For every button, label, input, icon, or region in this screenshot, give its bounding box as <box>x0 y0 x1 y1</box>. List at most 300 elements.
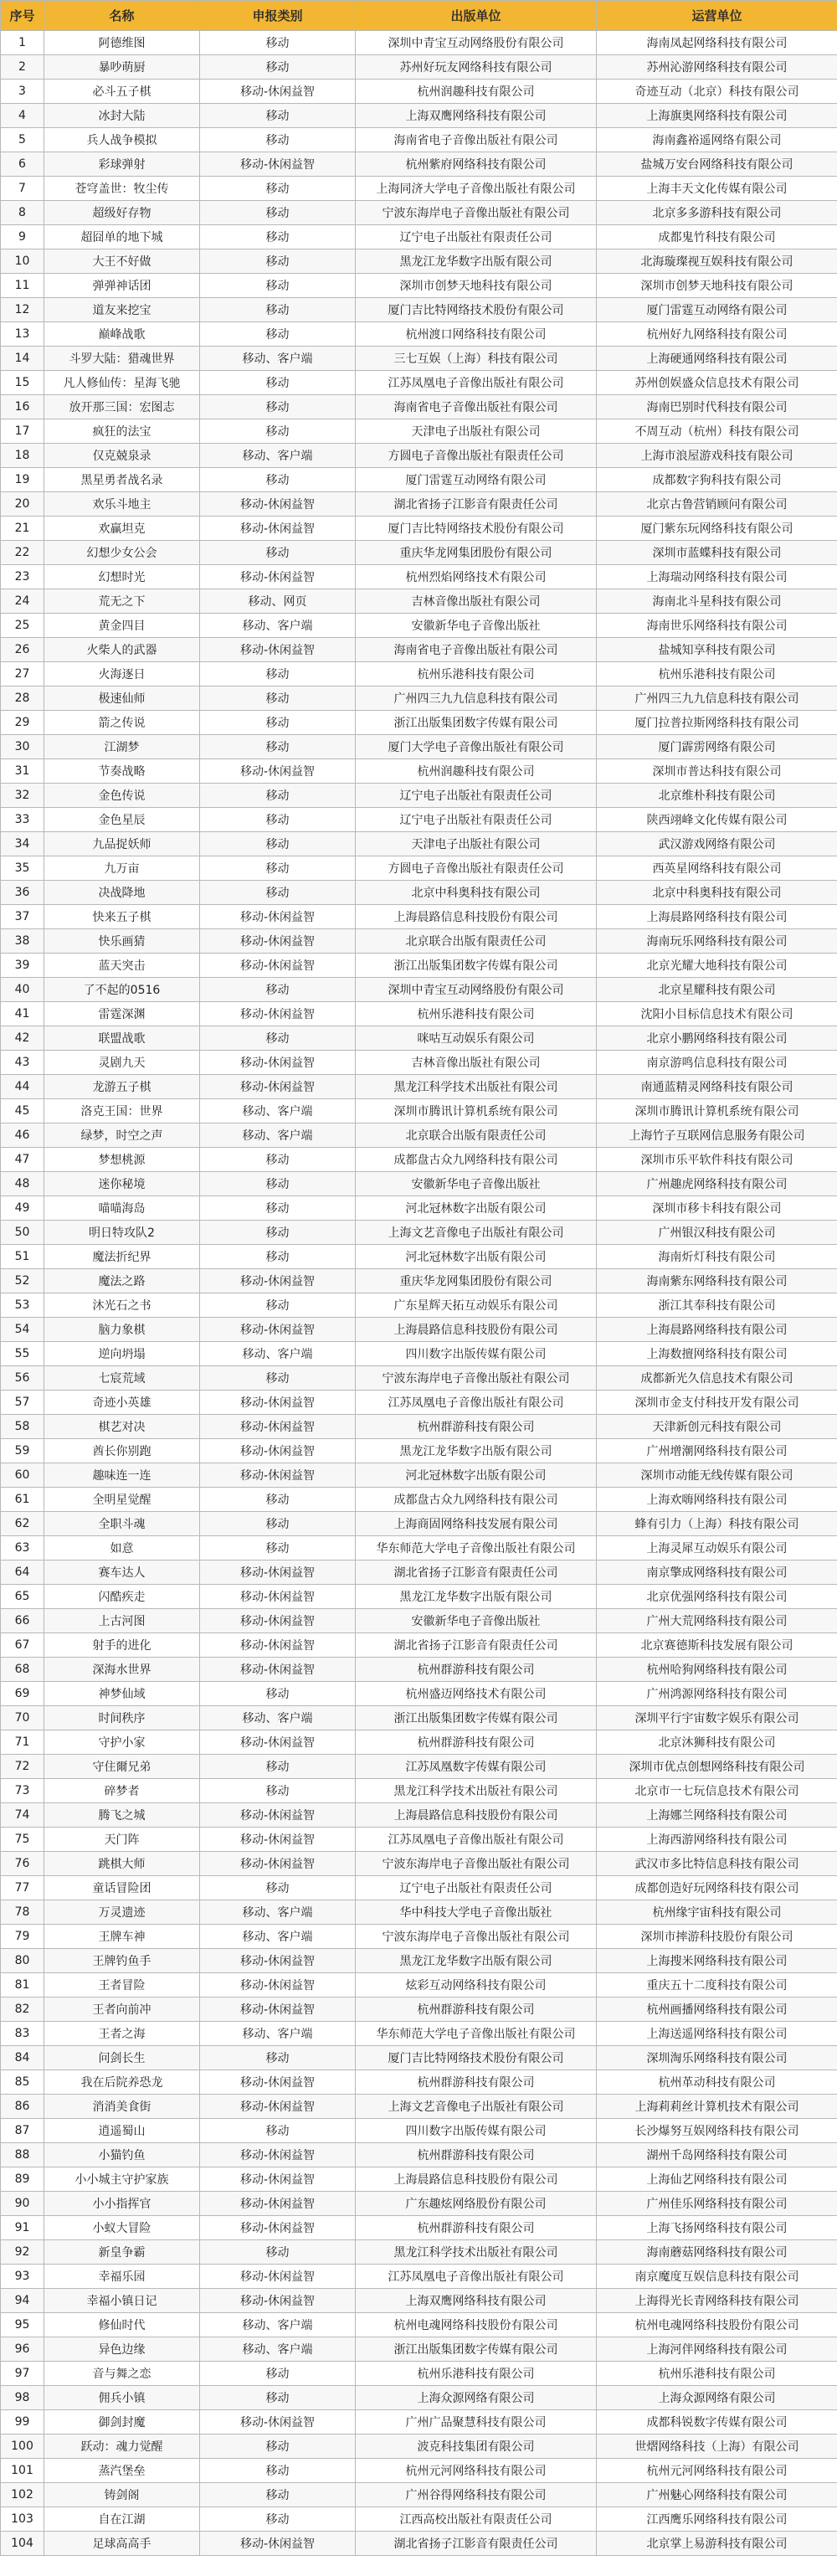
cell-index: 74 <box>1 1803 44 1828</box>
cell-publisher: 江苏凤凰电子音像出版社有限公司 <box>356 1828 597 1852</box>
cell-name: 喵喵海岛 <box>44 1196 200 1221</box>
table-row <box>1 1342 837 1366</box>
cell-type: 移动 <box>200 1026 356 1051</box>
cell-index: 9 <box>1 225 44 249</box>
cell-operator: 成都新光久信息技术有限公司 <box>597 1366 837 1391</box>
cell-publisher: 杭州电魂网络科技股份有限公司 <box>356 2313 597 2337</box>
table-row <box>1 1585 837 1609</box>
cell-publisher: 上海双鹰网络科技有限公司 <box>356 2289 597 2313</box>
cell-operator: 海南玩乐网络科技有限公司 <box>597 929 837 954</box>
cell-index: 88 <box>1 2143 44 2167</box>
table-row <box>1 1876 837 1900</box>
cell-index: 39 <box>1 954 44 978</box>
cell-type: 移动 <box>200 2459 356 2483</box>
table-row <box>1 1221 837 1245</box>
cell-index: 76 <box>1 1852 44 1876</box>
cell-operator: 北海璇璨视互娱科技有限公司 <box>597 249 837 274</box>
cell-publisher: 湖北省扬子江影音有限责任公司 <box>356 1561 597 1585</box>
cell-type: 移动 <box>200 784 356 808</box>
table-row <box>1 225 837 249</box>
cell-type: 移动 <box>200 1682 356 1706</box>
cell-index: 28 <box>1 686 44 711</box>
cell-index: 32 <box>1 784 44 808</box>
cell-index: 60 <box>1 1463 44 1488</box>
cell-operator: 广州增潮网络科技有限公司 <box>597 1439 837 1463</box>
cell-publisher: 三七互娱（上海）科技有限公司 <box>356 347 597 371</box>
cell-name: 佣兵小镇 <box>44 2386 200 2410</box>
cell-operator: 北京优强网络科技有限公司 <box>597 1585 837 1609</box>
table-row <box>1 1925 837 1949</box>
cell-operator: 西英星网络科技有限公司 <box>597 856 837 881</box>
cell-publisher: 黑龙江科学技术出版社有限公司 <box>356 2240 597 2265</box>
table-row <box>1 1852 837 1876</box>
cell-publisher: 杭州渡口网络科技有限公司 <box>356 322 597 347</box>
table-row <box>1 1682 837 1706</box>
cell-publisher: 上海双鹰网络科技有限公司 <box>356 104 597 128</box>
cell-type: 移动-休闲益智 <box>200 2410 356 2435</box>
cell-type: 移动 <box>200 881 356 905</box>
cell-operator: 北京掌上易游科技有限公司 <box>597 2532 837 2556</box>
cell-name: 凡人修仙传：星海飞驰 <box>44 371 200 395</box>
cell-publisher: 杭州烈焰网络技术有限公司 <box>356 565 597 589</box>
cell-name: 王牌钓鱼手 <box>44 1949 200 1973</box>
cell-name: 小蚁大冒险 <box>44 2216 200 2240</box>
cell-index: 26 <box>1 638 44 662</box>
cell-publisher: 苏州好玩友网络科技有限公司 <box>356 55 597 80</box>
cell-type: 移动 <box>200 1172 356 1196</box>
cell-type: 移动-休闲益智 <box>200 2265 356 2289</box>
cell-type: 移动 <box>200 2435 356 2459</box>
cell-index: 45 <box>1 1099 44 1123</box>
cell-name: 龙游五子棋 <box>44 1075 200 1099</box>
cell-index: 38 <box>1 929 44 954</box>
cell-type: 移动 <box>200 2386 356 2410</box>
cell-publisher: 咪咕互动娱乐有限公司 <box>356 1026 597 1051</box>
cell-name: 深海水世界 <box>44 1658 200 1682</box>
table-row <box>1 249 837 274</box>
cell-operator: 深圳市动能无线传媒有限公司 <box>597 1463 837 1488</box>
cell-name: 自在江湖 <box>44 2507 200 2532</box>
table-row <box>1 1269 837 1293</box>
cell-index: 94 <box>1 2289 44 2313</box>
cell-operator: 广州鸿源网络科技有限公司 <box>597 1682 837 1706</box>
header-publisher: 出版单位 <box>356 1 597 31</box>
cell-index: 68 <box>1 1658 44 1682</box>
cell-type: 移动-休闲益智 <box>200 565 356 589</box>
cell-name: 逍遥蜀山 <box>44 2119 200 2143</box>
table-row <box>1 1828 837 1852</box>
cell-publisher: 江苏凤凰数字传媒有限公司 <box>356 1755 597 1779</box>
cell-type: 移动 <box>200 1536 356 1561</box>
table-row <box>1 2386 837 2410</box>
cell-index: 80 <box>1 1949 44 1973</box>
table-row <box>1 978 837 1002</box>
cell-operator: 苏州创娱盛众信息技术有限公司 <box>597 371 837 395</box>
cell-name: 幻想时光 <box>44 565 200 589</box>
table-row <box>1 929 837 954</box>
cell-index: 69 <box>1 1682 44 1706</box>
cell-name: 巅峰战歌 <box>44 322 200 347</box>
table-row <box>1 347 837 371</box>
cell-publisher: 厦门吉比特网络技术股份有限公司 <box>356 2046 597 2070</box>
cell-index: 23 <box>1 565 44 589</box>
cell-name: 腾飞之城 <box>44 1803 200 1828</box>
cell-index: 102 <box>1 2483 44 2507</box>
cell-publisher: 华中科技大学电子音像出版社 <box>356 1900 597 1925</box>
cell-publisher: 上海众源网络有限公司 <box>356 2386 597 2410</box>
cell-index: 71 <box>1 1730 44 1755</box>
cell-index: 67 <box>1 1633 44 1658</box>
cell-index: 66 <box>1 1609 44 1633</box>
table-row <box>1 2022 837 2046</box>
cell-type: 移动-休闲益智 <box>200 1391 356 1415</box>
cell-index: 3 <box>1 80 44 104</box>
table-row <box>1 2337 837 2362</box>
cell-type: 移动 <box>200 541 356 565</box>
cell-publisher: 宁波东海岸电子音像出版社有限公司 <box>356 201 597 225</box>
cell-operator: 深圳市优点创想网络科技有限公司 <box>597 1755 837 1779</box>
cell-name: 灵剧九天 <box>44 1051 200 1075</box>
cell-operator: 深圳市摔游科技股份有限公司 <box>597 1925 837 1949</box>
table-row <box>1 2070 837 2095</box>
cell-name: 斗罗大陆：猎魂世界 <box>44 347 200 371</box>
cell-publisher: 深圳市创梦天地科技有限公司 <box>356 274 597 298</box>
cell-index: 27 <box>1 662 44 686</box>
cell-index: 58 <box>1 1415 44 1439</box>
cell-operator: 深圳市金支付科技开发有限公司 <box>597 1391 837 1415</box>
cell-type: 移动 <box>200 1512 356 1536</box>
cell-index: 75 <box>1 1828 44 1852</box>
cell-publisher: 辽宁电子出版社有限责任公司 <box>356 1876 597 1900</box>
cell-name: 七宸荒域 <box>44 1366 200 1391</box>
cell-type: 移动-休闲益智 <box>200 1609 356 1633</box>
cell-type: 移动 <box>200 856 356 881</box>
cell-index: 1 <box>1 31 44 55</box>
cell-index: 51 <box>1 1245 44 1269</box>
cell-type: 移动 <box>200 1148 356 1172</box>
cell-name: 脑力象棋 <box>44 1318 200 1342</box>
cell-name: 蒸汽堡垒 <box>44 2459 200 2483</box>
cell-operator: 广州银汉科技有限公司 <box>597 1221 837 1245</box>
cell-publisher: 河北冠林数字出版有限公司 <box>356 1196 597 1221</box>
cell-type: 移动 <box>200 468 356 492</box>
cell-name: 节奏战略 <box>44 759 200 784</box>
cell-publisher: 黑龙江龙华数字出版有限公司 <box>356 249 597 274</box>
cell-index: 43 <box>1 1051 44 1075</box>
cell-publisher: 河北冠林数字出版有限公司 <box>356 1245 597 1269</box>
cell-operator: 海南巴别时代科技有限公司 <box>597 395 837 419</box>
cell-publisher: 深圳中青宝互动网络股份有限公司 <box>356 31 597 55</box>
cell-type: 移动-休闲益智 <box>200 1803 356 1828</box>
cell-publisher: 浙江出版集团数字传媒有限公司 <box>356 2337 597 2362</box>
cell-operator: 广州魅心网络科技有限公司 <box>597 2483 837 2507</box>
cell-name: 道友来挖宝 <box>44 298 200 322</box>
cell-type: 移动-休闲益智 <box>200 954 356 978</box>
cell-type: 移动-休闲益智 <box>200 152 356 177</box>
cell-index: 87 <box>1 2119 44 2143</box>
cell-operator: 杭州电魂网络科技股份有限公司 <box>597 2313 837 2337</box>
cell-type: 移动-休闲益智 <box>200 929 356 954</box>
cell-index: 73 <box>1 1779 44 1803</box>
cell-type: 移动 <box>200 274 356 298</box>
cell-type: 移动、客户端 <box>200 444 356 468</box>
cell-publisher: 深圳中青宝互动网络股份有限公司 <box>356 978 597 1002</box>
table-row <box>1 2362 837 2386</box>
cell-operator: 沈阳小目标信息技术有限公司 <box>597 1002 837 1026</box>
cell-index: 78 <box>1 1900 44 1925</box>
cell-index: 41 <box>1 1002 44 1026</box>
cell-publisher: 杭州群游科技有限公司 <box>356 2070 597 2095</box>
cell-operator: 上海河伴网络科技有限公司 <box>597 2337 837 2362</box>
cell-operator: 海南蘑菇网络科技有限公司 <box>597 2240 837 2265</box>
cell-publisher: 海南省电子音像出版社有限公司 <box>356 128 597 152</box>
cell-type: 移动 <box>200 1221 356 1245</box>
table-row <box>1 395 837 419</box>
cell-publisher: 上海文艺音像电子出版社有限公司 <box>356 2095 597 2119</box>
table-row <box>1 468 837 492</box>
table-row <box>1 274 837 298</box>
table-row <box>1 2240 837 2265</box>
cell-type: 移动 <box>200 1196 356 1221</box>
cell-name: 冰封大陆 <box>44 104 200 128</box>
cell-publisher: 上海同济大学电子音像出版社有限公司 <box>356 177 597 201</box>
cell-publisher: 北京中科奥科技有限公司 <box>356 881 597 905</box>
cell-publisher: 杭州群游科技有限公司 <box>356 2143 597 2167</box>
cell-type: 移动、客户端 <box>200 2022 356 2046</box>
cell-operator: 上海晨路网络科技有限公司 <box>597 905 837 929</box>
cell-index: 4 <box>1 104 44 128</box>
header-type: 申报类别 <box>200 1 356 31</box>
cell-type: 移动 <box>200 1488 356 1512</box>
cell-type: 移动-休闲益智 <box>200 1852 356 1876</box>
cell-index: 35 <box>1 856 44 881</box>
cell-index: 46 <box>1 1123 44 1148</box>
cell-publisher: 吉林音像出版社有限公司 <box>356 589 597 614</box>
cell-operator: 北京光耀大地科技有限公司 <box>597 954 837 978</box>
cell-name: 黑星勇者战名录 <box>44 468 200 492</box>
cell-index: 14 <box>1 347 44 371</box>
cell-index: 93 <box>1 2265 44 2289</box>
cell-index: 13 <box>1 322 44 347</box>
cell-operator: 杭州革动科技有限公司 <box>597 2070 837 2095</box>
cell-operator: 杭州好九网络科技有限公司 <box>597 322 837 347</box>
cell-index: 72 <box>1 1755 44 1779</box>
cell-publisher: 上海晨路信息科技股份有限公司 <box>356 905 597 929</box>
cell-name: 蓝天突击 <box>44 954 200 978</box>
cell-operator: 深圳市普达科技有限公司 <box>597 759 837 784</box>
cell-name: 仅克兢泉录 <box>44 444 200 468</box>
cell-name: 全明星觉醒 <box>44 1488 200 1512</box>
cell-index: 15 <box>1 371 44 395</box>
table-row <box>1 1512 837 1536</box>
table-row <box>1 1536 837 1561</box>
table-row <box>1 128 837 152</box>
cell-index: 77 <box>1 1876 44 1900</box>
cell-index: 2 <box>1 55 44 80</box>
cell-type: 移动-休闲益智 <box>200 1051 356 1075</box>
cell-publisher: 重庆华龙网集团股份有限公司 <box>356 1269 597 1293</box>
cell-publisher: 辽宁电子出版社有限责任公司 <box>356 225 597 249</box>
cell-index: 40 <box>1 978 44 1002</box>
cell-operator: 上海得光长青网络科技有限公司 <box>597 2289 837 2313</box>
cell-name: 小小城主守护家族 <box>44 2167 200 2192</box>
table-row <box>1 832 837 856</box>
cell-type: 移动 <box>200 711 356 735</box>
cell-name: 九品捉妖师 <box>44 832 200 856</box>
cell-type: 移动、客户端 <box>200 2337 356 2362</box>
cell-name: 荒无之下 <box>44 589 200 614</box>
header-name: 名称 <box>44 1 200 31</box>
cell-publisher: 深圳市腾讯计算机系统有限公司 <box>356 1099 597 1123</box>
cell-name: 跃动：魂力觉醒 <box>44 2435 200 2459</box>
cell-publisher: 上海晨路信息科技股份有限公司 <box>356 2167 597 2192</box>
cell-name: 奇迹小英雄 <box>44 1391 200 1415</box>
table-row <box>1 1366 837 1391</box>
cell-operator: 蜂有引力（上海）科技有限公司 <box>597 1512 837 1536</box>
cell-index: 31 <box>1 759 44 784</box>
cell-name: 明日特攻队2 <box>44 1221 200 1245</box>
cell-type: 移动、客户端 <box>200 614 356 638</box>
table-row <box>1 298 837 322</box>
cell-type: 移动、网页 <box>200 589 356 614</box>
cell-publisher: 宁波东海岸电子音像出版社有限公司 <box>356 1925 597 1949</box>
table-row <box>1 662 837 686</box>
table-row <box>1 1949 837 1973</box>
cell-operator: 海南北斗星科技有限公司 <box>597 589 837 614</box>
table-row <box>1 1002 837 1026</box>
cell-index: 81 <box>1 1973 44 1998</box>
cell-publisher: 成都盘古众九网络科技有限公司 <box>356 1148 597 1172</box>
cell-name: 问剑长生 <box>44 2046 200 2070</box>
cell-operator: 北京中科奥科技有限公司 <box>597 881 837 905</box>
cell-index: 6 <box>1 152 44 177</box>
cell-index: 86 <box>1 2095 44 2119</box>
cell-type: 移动-休闲益智 <box>200 1463 356 1488</box>
cell-index: 82 <box>1 1998 44 2022</box>
table-row <box>1 1439 837 1463</box>
table-row <box>1 492 837 517</box>
table-row <box>1 1973 837 1998</box>
cell-type: 移动-休闲益智 <box>200 80 356 104</box>
cell-operator: 杭州乐港科技有限公司 <box>597 662 837 686</box>
cell-name: 天门阵 <box>44 1828 200 1852</box>
table-row <box>1 2483 837 2507</box>
cell-index: 59 <box>1 1439 44 1463</box>
cell-type: 移动 <box>200 1755 356 1779</box>
cell-operator: 上海搜米网络科技有限公司 <box>597 1949 837 1973</box>
cell-publisher: 海南省电子音像出版社有限公司 <box>356 395 597 419</box>
cell-type: 移动-休闲益智 <box>200 2532 356 2556</box>
cell-operator: 成都数字狗科技有限公司 <box>597 468 837 492</box>
cell-name: 异色边缘 <box>44 2337 200 2362</box>
table-row <box>1 711 837 735</box>
cell-publisher: 浙江出版集团数字传媒有限公司 <box>356 1706 597 1730</box>
cell-index: 53 <box>1 1293 44 1318</box>
table-row <box>1 177 837 201</box>
cell-type: 移动 <box>200 2507 356 2532</box>
cell-index: 50 <box>1 1221 44 1245</box>
table-row <box>1 444 837 468</box>
cell-operator: 上海灵犀互动娱乐有限公司 <box>597 1536 837 1561</box>
cell-publisher: 湖北省扬子江影音有限责任公司 <box>356 2532 597 2556</box>
cell-index: 96 <box>1 2337 44 2362</box>
cell-type: 移动-休闲益智 <box>200 517 356 541</box>
cell-type: 移动-休闲益智 <box>200 1585 356 1609</box>
cell-type: 移动-休闲益智 <box>200 1269 356 1293</box>
cell-name: 雷霆深渊 <box>44 1002 200 1026</box>
cell-publisher: 厦门雷霆互动网络有限公司 <box>356 468 597 492</box>
table-row <box>1 2507 837 2532</box>
cell-name: 欢乐斗地主 <box>44 492 200 517</box>
cell-publisher: 吉林音像出版社有限公司 <box>356 1051 597 1075</box>
table-row <box>1 2265 837 2289</box>
cell-operator: 上海晨路网络科技有限公司 <box>597 1318 837 1342</box>
cell-publisher: 上海商固网络科技发展有限公司 <box>356 1512 597 1536</box>
cell-operator: 杭州画播网络科技有限公司 <box>597 1998 837 2022</box>
table-row <box>1 1803 837 1828</box>
cell-operator: 南京魔度互娱信息科技有限公司 <box>597 2265 837 2289</box>
cell-type: 移动 <box>200 2483 356 2507</box>
cell-operator: 深圳市蓝蝶科技有限公司 <box>597 541 837 565</box>
table-row <box>1 759 837 784</box>
cell-publisher: 方圆电子音像出版社有限责任公司 <box>356 444 597 468</box>
cell-publisher: 杭州乐港科技有限公司 <box>356 1002 597 1026</box>
cell-publisher: 杭州润趣科技有限公司 <box>356 759 597 784</box>
cell-type: 移动、客户端 <box>200 1706 356 1730</box>
cell-publisher: 江苏凤凰电子音像出版社有限公司 <box>356 2265 597 2289</box>
cell-type: 移动、客户端 <box>200 1900 356 1925</box>
cell-name: 修仙时代 <box>44 2313 200 2337</box>
table-row <box>1 1245 837 1269</box>
cell-index: 54 <box>1 1318 44 1342</box>
cell-index: 11 <box>1 274 44 298</box>
cell-name: 消消美食街 <box>44 2095 200 2119</box>
cell-name: 如意 <box>44 1536 200 1561</box>
cell-type: 移动-休闲益智 <box>200 1658 356 1682</box>
cell-publisher: 辽宁电子出版社有限责任公司 <box>356 808 597 832</box>
cell-name: 全职斗魂 <box>44 1512 200 1536</box>
cell-name: 金色星辰 <box>44 808 200 832</box>
cell-type: 移动-休闲益智 <box>200 1828 356 1852</box>
cell-publisher: 宁波东海岸电子音像出版社有限公司 <box>356 1366 597 1391</box>
cell-index: 34 <box>1 832 44 856</box>
table-row <box>1 419 837 444</box>
table-row <box>1 2046 837 2070</box>
cell-name: 洛克王国：世界 <box>44 1099 200 1123</box>
cell-type: 移动-休闲益智 <box>200 1633 356 1658</box>
cell-index: 91 <box>1 2216 44 2240</box>
cell-operator: 不周互动（杭州）科技有限公司 <box>597 419 837 444</box>
cell-name: 射手的进化 <box>44 1633 200 1658</box>
cell-type: 移动-休闲益智 <box>200 1415 356 1439</box>
cell-index: 37 <box>1 905 44 929</box>
cell-publisher: 杭州乐港科技有限公司 <box>356 2362 597 2386</box>
table-row <box>1 2289 837 2313</box>
cell-index: 20 <box>1 492 44 517</box>
cell-name: 超级好存物 <box>44 201 200 225</box>
cell-operator: 上海欢嗨网络科技有限公司 <box>597 1488 837 1512</box>
cell-publisher: 黑龙江龙华数字出版有限公司 <box>356 1949 597 1973</box>
table-row <box>1 2143 837 2167</box>
cell-name: 快乐画猜 <box>44 929 200 954</box>
cell-type: 移动 <box>200 735 356 759</box>
cell-operator: 厦门拉普拉斯网络科技有限公司 <box>597 711 837 735</box>
header-operator: 运营单位 <box>597 1 837 31</box>
cell-operator: 深圳淘乐网络科技有限公司 <box>597 2046 837 2070</box>
cell-operator: 深圳市乐平软件科技有限公司 <box>597 1148 837 1172</box>
cell-publisher: 广州广品聚慧科技有限公司 <box>356 2410 597 2435</box>
table-row <box>1 1998 837 2022</box>
